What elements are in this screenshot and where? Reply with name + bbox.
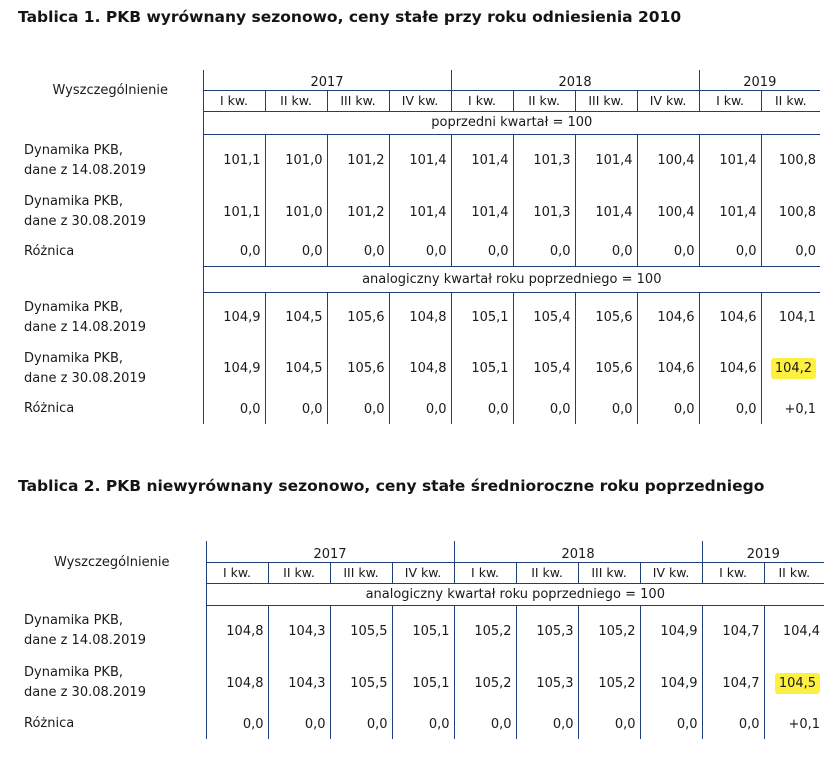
- table-row: [18, 292, 820, 343]
- value-cell: 104,6: [699, 292, 761, 343]
- value-cell: 101,4: [699, 187, 761, 237]
- value-cell: 104,8: [389, 343, 451, 394]
- value-cell: 0,0: [702, 709, 764, 739]
- table1: [18, 70, 820, 424]
- row-label: Różnica: [24, 716, 75, 731]
- value-cell: 100,4: [637, 187, 699, 237]
- value-cell: 105,5: [330, 657, 392, 709]
- highlighted-value-cell: [764, 657, 824, 709]
- value-cell: 0,0: [268, 709, 330, 739]
- quarter-header: II kw.: [265, 90, 327, 111]
- value-cell: 104,3: [268, 605, 330, 657]
- value-cell: 104,4: [764, 605, 824, 657]
- value-cell: 101,2: [327, 134, 389, 187]
- year-header-row: [18, 70, 820, 90]
- value-cell: 0,0: [637, 394, 699, 424]
- value-cell: 0,0: [699, 394, 761, 424]
- header-label: Wyszczególnienie: [54, 554, 170, 570]
- value-cell: 101,4: [389, 134, 451, 187]
- value-cell: 104,9: [640, 657, 702, 709]
- year-2019: 2019: [699, 70, 820, 90]
- table-row: [18, 605, 824, 657]
- section-row: [18, 266, 820, 292]
- value-cell: 0,0: [389, 237, 451, 266]
- table-row: [18, 343, 820, 394]
- value-cell: 105,3: [516, 605, 578, 657]
- table-row: [18, 134, 820, 187]
- value-cell: 0,0: [516, 709, 578, 739]
- value-cell: 105,4: [513, 292, 575, 343]
- value-cell: 101,4: [699, 134, 761, 187]
- section-row: [18, 583, 824, 605]
- quarter-header: I kw.: [203, 90, 265, 111]
- value-cell: 105,2: [454, 657, 516, 709]
- value-cell: 104,5: [265, 343, 327, 394]
- header-label: Wyszczególnienie: [52, 83, 168, 98]
- value-cell: 101,0: [265, 134, 327, 187]
- table2: [18, 541, 824, 739]
- value-cell: 104,3: [268, 657, 330, 709]
- year-2019: 2019: [702, 541, 824, 562]
- value-cell: 105,3: [516, 657, 578, 709]
- value-cell: 0,0: [578, 709, 640, 739]
- value-cell: 105,6: [575, 292, 637, 343]
- quarter-header: II kw.: [268, 562, 330, 583]
- value-cell: 105,6: [327, 343, 389, 394]
- value-cell: 101,1: [203, 187, 265, 237]
- table-row: [18, 657, 824, 709]
- value-cell: 104,5: [265, 292, 327, 343]
- value-cell: 104,9: [203, 343, 265, 394]
- row-label: Różnica: [24, 243, 75, 259]
- value-cell: 104,9: [640, 605, 702, 657]
- section-label: poprzedni kwartał = 100: [203, 111, 820, 134]
- value-cell: 105,1: [451, 292, 513, 343]
- value-cell: 101,3: [513, 134, 575, 187]
- quarter-header: I kw.: [206, 562, 268, 583]
- value-cell: 101,4: [575, 134, 637, 187]
- section-row: [18, 111, 820, 134]
- row-label: Dynamika PKB, dane z 30.08.2019: [24, 665, 146, 700]
- value-cell: 0,0: [203, 237, 265, 266]
- value-cell: 0,0: [640, 709, 702, 739]
- year-header-row: [18, 541, 824, 562]
- value-cell: 105,2: [578, 605, 640, 657]
- value-cell: 0,0: [575, 237, 637, 266]
- row-label: Dynamika PKB, dane z 30.08.2019: [24, 350, 146, 386]
- value-cell: 0,0: [206, 709, 268, 739]
- row-label: Dynamika PKB, dane z 14.08.2019: [24, 299, 146, 335]
- value-cell: 0,0: [265, 394, 327, 424]
- quarter-header: IV kw.: [389, 90, 451, 111]
- value-cell: 0,0: [513, 237, 575, 266]
- value-cell: 101,1: [203, 134, 265, 187]
- row-label: Dynamika PKB, dane z 30.08.2019: [24, 194, 146, 229]
- quarter-header: III kw.: [578, 562, 640, 583]
- year-2017: 2017: [206, 541, 454, 562]
- highlight-marker: 104,2: [771, 358, 816, 379]
- value-cell: 104,6: [699, 343, 761, 394]
- value-cell: 104,8: [389, 292, 451, 343]
- value-cell: 101,2: [327, 187, 389, 237]
- table2-title: Tablica 2. PKB niewyrównany sezonowo, ceny stałe średnioroczne roku poprzedniego: [18, 477, 765, 495]
- value-cell: 101,4: [451, 187, 513, 237]
- row-label: Dynamika PKB, dane z 14.08.2019: [24, 142, 146, 178]
- value-cell: 0,0: [327, 394, 389, 424]
- value-cell: 104,7: [702, 605, 764, 657]
- quarter-header: I kw.: [699, 90, 761, 111]
- row-label: Dynamika PKB, dane z 14.08.2019: [24, 613, 146, 648]
- quarter-header: II kw.: [761, 90, 820, 111]
- value-cell: 101,3: [513, 187, 575, 237]
- quarter-header: I kw.: [454, 562, 516, 583]
- value-cell: 0,0: [265, 237, 327, 266]
- value-cell: 0,0: [761, 237, 820, 266]
- value-cell: 0,0: [451, 237, 513, 266]
- value-cell: +0,1: [761, 394, 820, 424]
- table-row: [18, 187, 820, 237]
- value-cell: 101,4: [451, 134, 513, 187]
- value-cell: 105,2: [578, 657, 640, 709]
- row-label: Różnica: [24, 401, 75, 416]
- value-cell: 0,0: [203, 394, 265, 424]
- table-row: [18, 709, 824, 739]
- year-2018: 2018: [454, 541, 702, 562]
- table1-title: Tablica 1. PKB wyrównany sezonowo, ceny stałe przy roku odniesienia 2010: [18, 8, 682, 26]
- section-label: analogiczny kwartał roku poprzedniego = 100: [203, 266, 820, 292]
- value-cell: 105,6: [575, 343, 637, 394]
- quarter-header: III kw.: [330, 562, 392, 583]
- table-row: [18, 394, 820, 424]
- section-label: analogiczny kwartał roku poprzedniego = 100: [206, 583, 824, 605]
- highlighted-value-cell: [761, 343, 820, 394]
- quarter-header: IV kw.: [392, 562, 454, 583]
- value-cell: 0,0: [389, 394, 451, 424]
- value-cell: 0,0: [327, 237, 389, 266]
- quarter-header: IV kw.: [640, 562, 702, 583]
- value-cell: 100,8: [761, 134, 820, 187]
- value-cell: 100,8: [761, 187, 820, 237]
- quarter-header: IV kw.: [637, 90, 699, 111]
- quarter-header: II kw.: [764, 562, 824, 583]
- value-cell: +0,1: [764, 709, 824, 739]
- value-cell: 105,2: [454, 605, 516, 657]
- value-cell: 101,0: [265, 187, 327, 237]
- value-cell: 104,9: [203, 292, 265, 343]
- value-cell: 104,7: [702, 657, 764, 709]
- value-cell: 105,5: [330, 605, 392, 657]
- value-cell: 104,8: [206, 605, 268, 657]
- value-cell: 0,0: [699, 237, 761, 266]
- year-2018: 2018: [451, 70, 699, 90]
- highlight-marker: 104,5: [775, 673, 820, 694]
- table-row: [18, 237, 820, 266]
- value-cell: 100,4: [637, 134, 699, 187]
- value-cell: 0,0: [454, 709, 516, 739]
- value-cell: 104,6: [637, 292, 699, 343]
- value-cell: 105,1: [392, 605, 454, 657]
- value-cell: 0,0: [451, 394, 513, 424]
- quarter-header: II kw.: [513, 90, 575, 111]
- value-cell: 0,0: [392, 709, 454, 739]
- value-cell: 0,0: [575, 394, 637, 424]
- quarter-header: I kw.: [702, 562, 764, 583]
- value-cell: 101,4: [389, 187, 451, 237]
- year-2017: 2017: [203, 70, 451, 90]
- value-cell: 0,0: [330, 709, 392, 739]
- value-cell: 104,8: [206, 657, 268, 709]
- value-cell: 105,6: [327, 292, 389, 343]
- value-cell: 105,4: [513, 343, 575, 394]
- value-cell: 0,0: [637, 237, 699, 266]
- quarter-header: III kw.: [575, 90, 637, 111]
- quarter-header: I kw.: [451, 90, 513, 111]
- value-cell: 104,1: [761, 292, 820, 343]
- value-cell: 104,6: [637, 343, 699, 394]
- quarter-header: II kw.: [516, 562, 578, 583]
- value-cell: 0,0: [513, 394, 575, 424]
- value-cell: 105,1: [451, 343, 513, 394]
- value-cell: 101,4: [575, 187, 637, 237]
- quarter-header: III kw.: [327, 90, 389, 111]
- value-cell: 105,1: [392, 657, 454, 709]
